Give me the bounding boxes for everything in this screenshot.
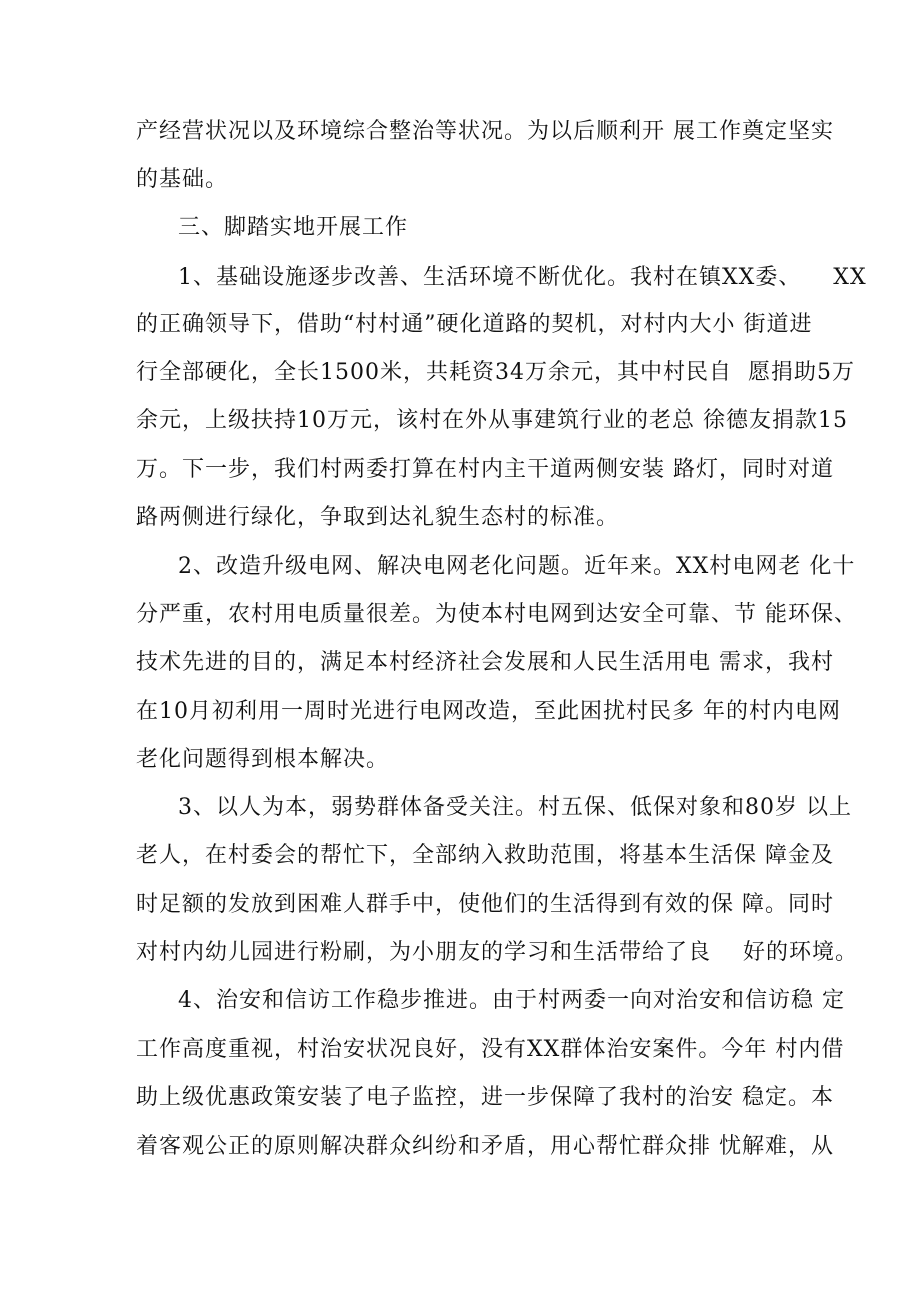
text-line: 4、治安和信访工作稳步推进。由于村两委一向对治安和信访稳 定: [178, 988, 845, 1013]
text-line: 技术先进的目的，满足本村经济社会发展和人民生活用电 需求，我村: [136, 650, 834, 675]
text-line: 的正确领导下，借助“村村通”硬化道路的契机，对村内大小 街道进: [136, 312, 813, 337]
text-line: 着客观公正的原则解决群众纠纷和矛盾，用心帮忙群众排 忧解难，从: [136, 1134, 834, 1159]
section-heading: 三、脚踏实地开展工作: [178, 215, 409, 240]
text-line: 老人，在村委会的帮忙下，全部纳入救助范围，将基本生活保 障金及: [136, 843, 834, 868]
text-line: 的基础。: [136, 167, 229, 192]
text-line: 1、基础设施逐步改善、生活环境不断优化。我村在镇XX委、 XX: [178, 265, 867, 290]
text-line: 行全部硬化，全长1500米，共耗资34万余元，其中村民自 愿捐助5万: [136, 360, 855, 385]
text-line: 老化问题得到根本解决。: [136, 747, 390, 772]
text-line: 余元，上级扶持10万元，该村在外从事建筑行业的老总 徐德友捐款15: [136, 408, 848, 433]
text-line: 工作高度重视，村治安状况良好，没有XX群体治安案件。今年 村内借: [136, 1037, 845, 1062]
text-line: 时足额的发放到困难人群手中，使他们的生活得到有效的保 障。同时: [136, 892, 834, 917]
text-line: 对村内幼儿园进行粉刷，为小朋友的学习和生活带给了良 好的环境。: [136, 940, 858, 965]
text-line: 产经营状况以及环境综合整治等状况。为以后顺利开 展工作奠定坚实: [136, 119, 834, 144]
text-line: 助上级优惠政策安装了电子监控，进一步保障了我村的治安 稳定。本: [136, 1085, 834, 1110]
text-line: 万。下一步，我们村两委打算在村内主干道两侧安装 路灯，同时对道: [136, 457, 834, 482]
text-line: 2、改造升级电网、解决电网老化问题。近年来。XX村电网老 化十: [178, 554, 856, 579]
text-line: 路两侧进行绿化，争取到达礼貌生态村的标准。: [136, 505, 620, 530]
text-line: 3、以人为本，弱势群体备受关注。村五保、低保对象和80岁 以上: [178, 795, 852, 820]
text-line: 分严重，农村用电质量很差。为使本村电网到达安全可靠、节 能环保、: [136, 602, 857, 627]
text-line: 在10月初利用一周时光进行电网改造，至此困扰村民多 年的村内电网: [136, 699, 841, 724]
